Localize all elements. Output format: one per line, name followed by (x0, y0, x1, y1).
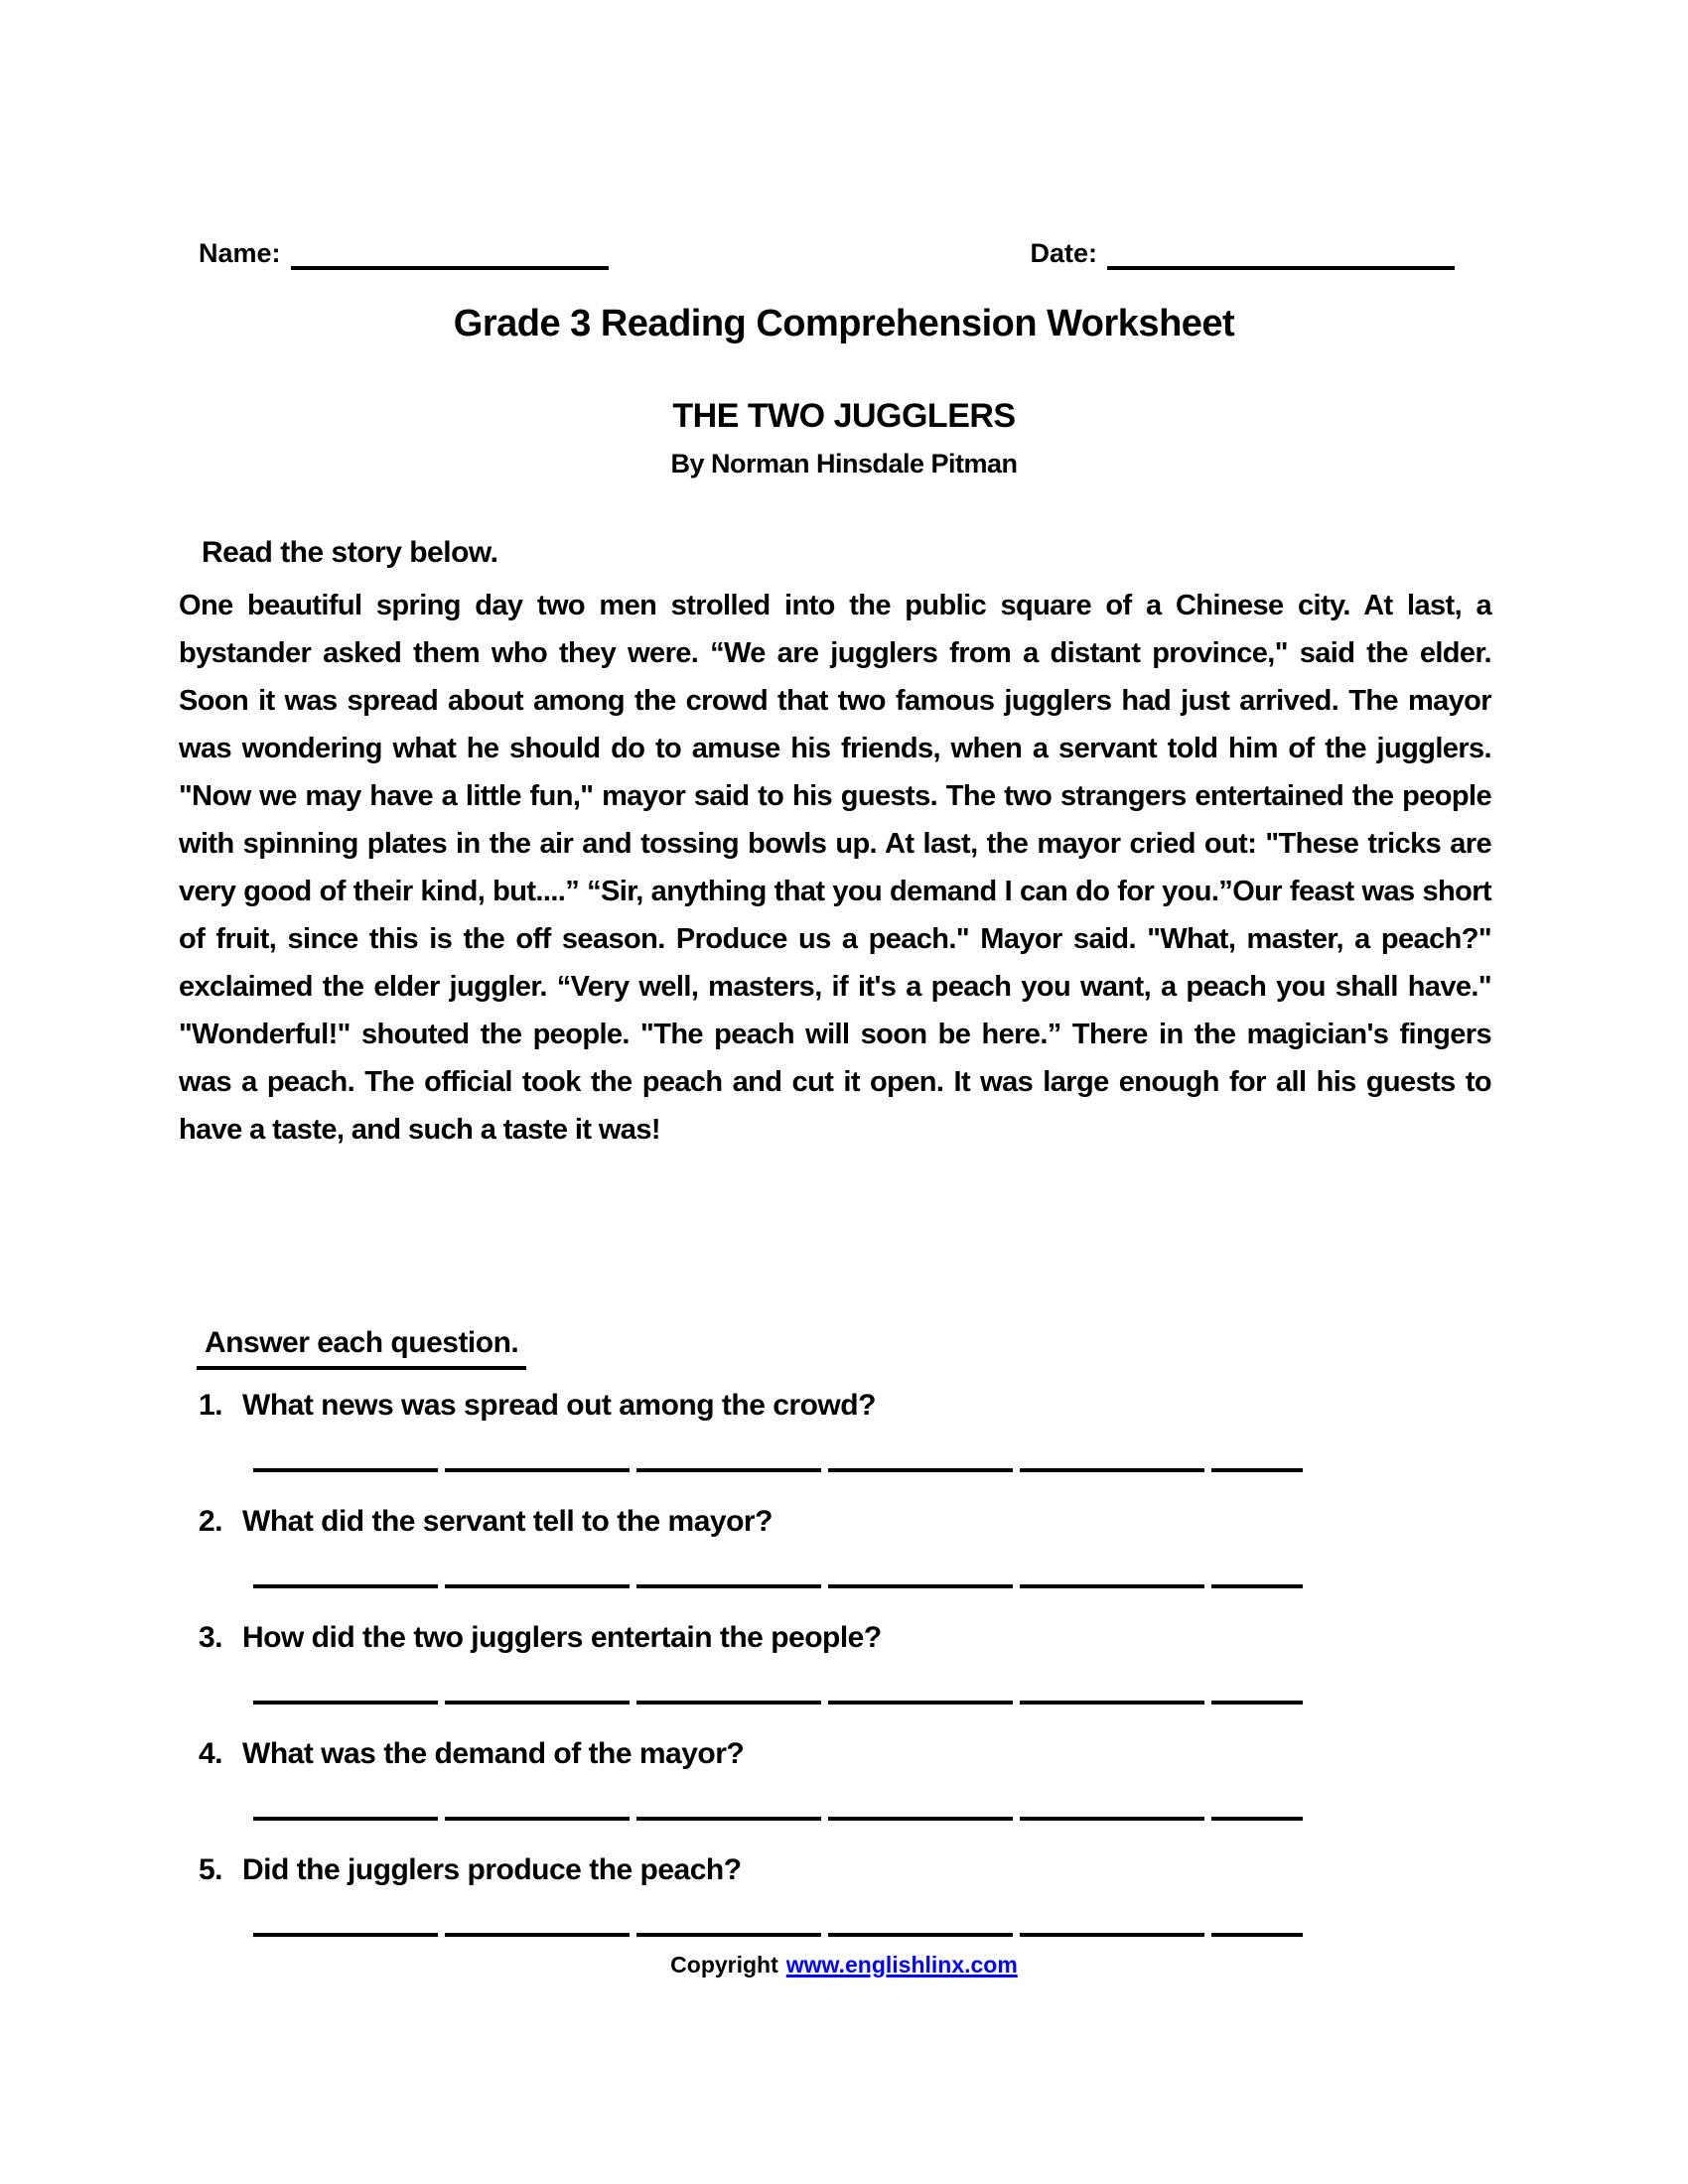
question-group-3 (199, 1620, 1350, 1705)
question-1-text: What news was spread out among the crowd? (242, 1389, 876, 1422)
question-3-text: How did the two jugglers entertain the people? (242, 1621, 882, 1654)
story-text: One beautiful spring day two men strolled into the public square of a Chinese city. At last, a bystander asked them who they were. “We are jugglers from a distant province," said the elder. Soon it was spread about among the crowd that two famous jugglers had just arrived. The mayor was wondering what he should do to amuse his friends, when a servant told him of the jugglers. "Now we may have a little fun," mayor said to his guests. The two strangers entertained the people with spinning plates in the air and tossing bowls up. At last, the mayor cried out: "These tricks are very good of their kind, but....” “Sir, anything that you demand I can do for you.”Our feast was short of fruit, since this is the off season. Produce us a peach." Mayor said. "What, master, a peach?" exclaimed the elder juggler. “Very well, masters, if it's a peach you want, a peach you shall have." "Wonderful!" shouted the people. "The peach will soon be here.” There in the magician's fingers was a peach. The official took the peach and cut it open. It was large enough for all his guests to have a taste, and such a taste it was! (179, 590, 1491, 1146)
answer-instruction: Answer each question. (197, 1326, 526, 1370)
name-label: Name: (199, 238, 281, 268)
worksheet-title: Grade 3 Reading Comprehension Worksheet (453, 303, 1235, 344)
date-input-line[interactable] (1107, 236, 1455, 270)
question-group-1 (199, 1388, 1350, 1472)
question-4-text: What was the demand of the mayor? (242, 1737, 745, 1770)
question-2-number: 2. (199, 1505, 223, 1538)
answer-line-1[interactable] (253, 1468, 1303, 1472)
story-author: By Norman Hinsdale Pitman (670, 449, 1018, 478)
footer (0, 1952, 1688, 1979)
question-5-number: 5. (199, 1853, 223, 1886)
question-4 (199, 1736, 1350, 1772)
copyright-link[interactable]: www.englishlinx.com (785, 1952, 1018, 1978)
story-title: THE TWO JUGGLERS (672, 397, 1016, 435)
answer-line-5[interactable] (253, 1933, 1303, 1937)
question-1 (199, 1388, 1350, 1424)
header-row (199, 236, 1455, 270)
name-input-line[interactable] (291, 236, 609, 270)
date-field (1030, 236, 1455, 270)
name-field (199, 236, 609, 270)
question-2 (199, 1504, 1350, 1540)
question-5 (199, 1852, 1350, 1888)
question-2-text: What did the servant tell to the mayor? (242, 1505, 773, 1538)
questions-list (199, 1388, 1350, 1969)
question-5-text: Did the jugglers produce the peach? (242, 1853, 742, 1886)
question-3-number: 3. (199, 1621, 223, 1654)
question-group-4 (199, 1736, 1350, 1821)
answer-line-2[interactable] (253, 1584, 1303, 1588)
read-instruction: Read the story below. (202, 536, 498, 569)
question-1-number: 1. (199, 1389, 223, 1422)
question-group-2 (199, 1504, 1350, 1588)
answer-line-4[interactable] (253, 1817, 1303, 1821)
copyright-label: Copyright (670, 1952, 778, 1978)
question-group-5 (199, 1852, 1350, 1937)
question-3 (199, 1620, 1350, 1656)
answer-line-3[interactable] (253, 1701, 1303, 1705)
question-4-number: 4. (199, 1737, 223, 1770)
date-label: Date: (1030, 238, 1097, 268)
